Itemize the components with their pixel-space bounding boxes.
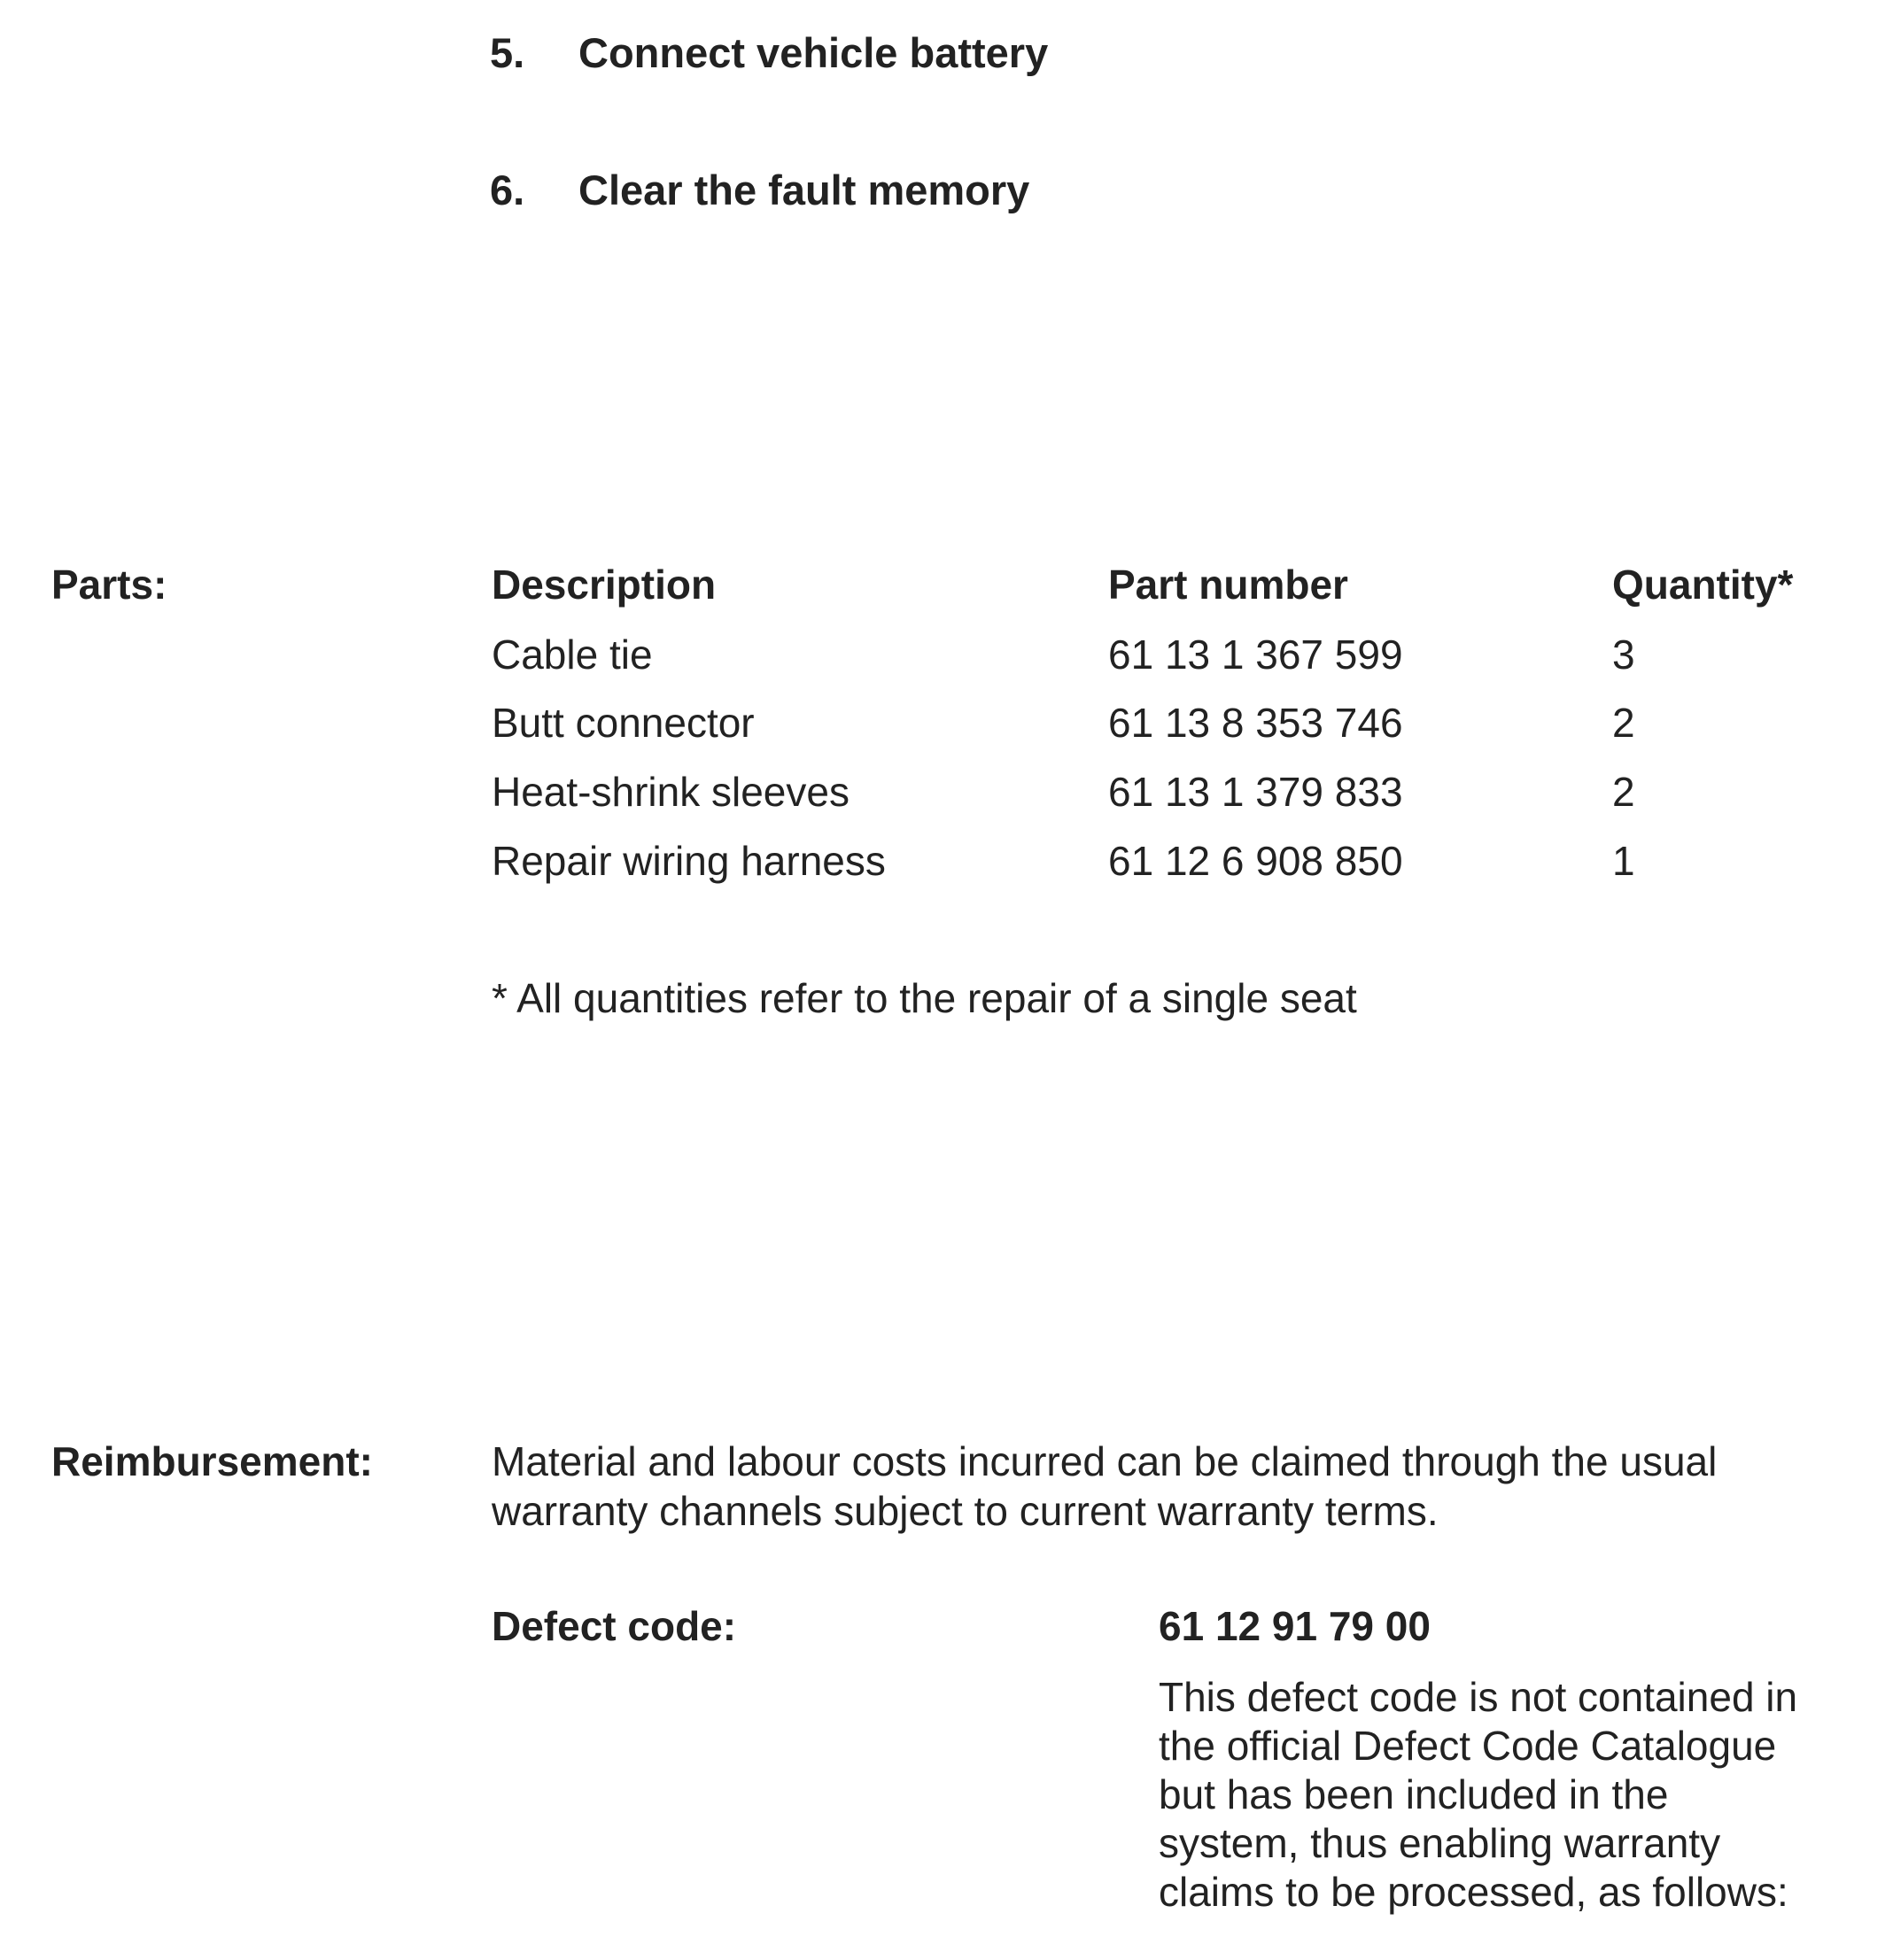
defect-note-line: This defect code is not contained in [1159,1674,1798,1720]
header-quantity: Quantity* [1612,562,1794,608]
row-description: Butt connector [492,700,755,746]
row-part-number: 61 13 1 367 599 [1108,631,1403,678]
step-6-text: Clear the fault memory [578,167,1030,213]
step-5-number: 5. [490,29,525,76]
defect-note-line: claims to be processed, as follows: [1159,1869,1788,1915]
row-quantity: 1 [1612,838,1635,884]
row-quantity: 2 [1612,769,1635,815]
reimbursement-text-line-2: warranty channels subject to current warranty terms. [492,1488,1439,1534]
row-part-number: 61 13 1 379 833 [1108,769,1403,815]
defect-code-label: Defect code: [492,1603,737,1649]
row-quantity: 2 [1612,700,1635,746]
step-6-number: 6. [490,167,525,213]
defect-code-value: 61 12 91 79 00 [1159,1603,1431,1649]
header-description: Description [492,562,717,608]
defect-code-note [1159,1673,1797,1917]
reimbursement-text-line-1: Material and labour costs incurred can be claimed through the usual [492,1438,1718,1484]
header-part-number: Part number [1108,562,1348,608]
defect-note-line: but has been included in the [1159,1771,1669,1817]
row-part-number: 61 13 8 353 746 [1108,700,1403,746]
row-description: Cable tie [492,631,653,678]
defect-note-line: the official Defect Code Catalogue [1159,1723,1777,1769]
parts-label: Parts: [51,562,167,608]
defect-note-line: system, thus enabling warranty [1159,1820,1721,1866]
row-description: Repair wiring harness [492,838,886,884]
row-part-number: 61 12 6 908 850 [1108,838,1403,884]
parts-footnote: * All quantities refer to the repair of a single seat [492,975,1357,1021]
row-description: Heat-shrink sleeves [492,769,850,815]
step-5-text: Connect vehicle battery [578,29,1049,76]
row-quantity: 3 [1612,631,1635,678]
reimbursement-label: Reimbursement: [51,1438,373,1484]
